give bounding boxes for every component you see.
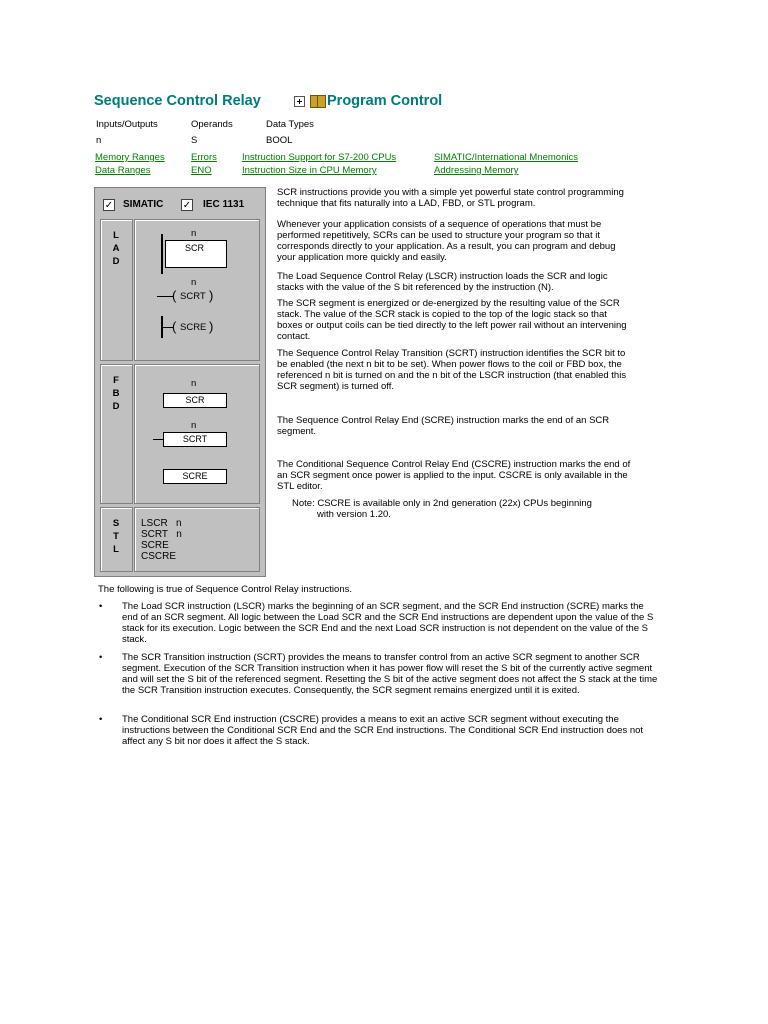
description-paragraph: Whenever your application consists of a sequence of operations that must be performed repetitively, SCRs can be used to structure your program so that it corresponds directly to your application. As a result, you can program and debug your application more quickly and easily.: [277, 219, 616, 263]
fbd-scr-operand: n: [191, 378, 197, 389]
fbd-scrt-wire: [153, 439, 163, 440]
fbd-letter: D: [112, 401, 120, 412]
fbd-letter: B: [112, 388, 120, 399]
fbd-scr-box: SCR: [163, 393, 227, 408]
link-mnemonics[interactable]: SIMATIC/International Mnemonics: [434, 152, 578, 163]
simatic-label: SIMATIC: [123, 199, 164, 210]
book-icon: [310, 95, 326, 108]
description-paragraph: The Sequence Control Relay End (SCRE) instruction marks the end of an SCR segment.: [277, 415, 610, 437]
link-eno[interactable]: ENO: [191, 165, 212, 176]
stl-line: CSCRE: [141, 551, 177, 562]
fbd-letter: F: [113, 375, 119, 386]
coil-right-paren: ): [209, 319, 214, 334]
stl-letter: L: [113, 544, 119, 555]
expand-icon[interactable]: [294, 96, 305, 107]
page-title: Sequence Control Relay: [94, 93, 261, 109]
note-line-2: with version 1.20.: [317, 509, 391, 520]
lad-scrt-wire: [157, 296, 173, 297]
lad-diagram-cell: [134, 219, 260, 361]
stl-code-cell: [134, 507, 260, 572]
column-header-datatypes: Data Types: [266, 119, 314, 130]
stl-label-cell: [100, 507, 133, 572]
cell-datatypes: BOOL: [266, 135, 293, 146]
bullet-text: The Conditional SCR End instruction (CSCRE) provides a means to exit an active SCR segment without executing the instructions between the Conditional SCR End and the SCR End instructions. The Conditional SCR End instruction does not affect any S bit nor does it affect the S stack.: [122, 714, 644, 747]
lad-scrt-operand: n: [191, 277, 197, 288]
column-header-io: Inputs/Outputs: [96, 119, 158, 130]
bullet-dot: •: [99, 601, 103, 612]
lad-scr-operand: n: [191, 228, 197, 239]
stl-line: SCRE: [141, 540, 169, 551]
bullet-text: The SCR Transition instruction (SCRT) provides the means to transfer control from an active SCR segment to another SCR segment. Execution of the SCR Transition instruction when it has power flow will reset the S bit of the currently active segment and will set the S bit of the referenced segment. Resetting the S bit of the active segment does not affect the S stack at the time the SCR Transition instruction executes. Consequently, the SCR segment remains energized until it is exited.: [122, 652, 658, 696]
coil-left-paren: (: [172, 319, 177, 334]
lad-scr-box: SCR: [165, 240, 227, 268]
cell-operands: S: [191, 135, 198, 146]
stl-letter: T: [113, 531, 119, 542]
link-memory-ranges[interactable]: Memory Ranges: [95, 152, 165, 163]
column-header-operands: Operands: [191, 119, 233, 130]
lad-scre-coil: SCRE: [180, 322, 207, 333]
lad-letter: D: [112, 256, 120, 267]
lad-label-cell: [100, 219, 133, 361]
cell-io: n: [96, 135, 102, 146]
note-line-1: Note: CSCRE is available only in 2nd generation (22x) CPUs beginning: [292, 498, 592, 509]
bullet-dot: •: [99, 714, 103, 725]
stl-line: LSCR n: [141, 518, 182, 529]
power-rail: [161, 234, 163, 274]
description-paragraph: The SCR segment is energized or de-energized by the resulting value of the SCR stack. The value of the SCR stack is copied to the top of the logic stack so that boxes or output coils can be tied directly to the left power rail without an intervening contact.: [277, 298, 627, 342]
fbd-scrt-operand: n: [191, 420, 197, 431]
description-paragraph: The Load Sequence Control Relay (LSCR) instruction loads the SCR and logic stacks with the value of the S bit referenced by the instruction (N).: [277, 271, 608, 293]
description-paragraph: SCR instructions provide you with a simple yet powerful state control programming technique that fits naturally into a LAD, FBD, or STL program.: [277, 187, 624, 209]
stl-line: SCRT n: [141, 529, 182, 540]
section-link[interactable]: Program Control: [327, 93, 443, 109]
fbd-label-cell: [100, 364, 133, 504]
bullet-dot: •: [99, 652, 103, 663]
coil-left-paren: (: [172, 288, 177, 303]
coil-right-paren: ): [209, 288, 214, 303]
bullet-text: The Load SCR instruction (LSCR) marks the beginning of an SCR segment, and the SCR End instruction (SCRE) marks the end of an SCR segment. All logic between the Load SCR and the SCR End instructions are dependent upon the value of the S stack for its execution. Logic between the SCR End and the next Load SCR instruction is not dependent on the value of the S stack.: [122, 601, 654, 645]
lad-letter: A: [112, 243, 120, 254]
stl-letter: S: [112, 518, 120, 529]
fbd-scrt-box: SCRT: [163, 432, 227, 447]
link-data-ranges[interactable]: Data Ranges: [95, 165, 151, 176]
description-paragraph: The Conditional Sequence Control Relay End (CSCRE) instruction marks the end of an SCR segment once power is applied to the input. CSCRE is only available in the STL editor.: [277, 459, 631, 492]
iec-label: IEC 1131: [203, 199, 245, 210]
link-errors[interactable]: Errors: [191, 152, 217, 163]
iec-checkbox[interactable]: ✓: [182, 200, 192, 211]
fbd-diagram-cell: [134, 364, 260, 504]
simatic-checkbox[interactable]: ✓: [104, 200, 114, 211]
link-addressing-memory[interactable]: Addressing Memory: [434, 165, 519, 176]
link-instruction-support[interactable]: Instruction Support for S7-200 CPUs: [242, 152, 397, 163]
bullets-intro: The following is true of Sequence Control Relay instructions.: [98, 584, 352, 595]
lad-scrt-coil: SCRT: [180, 291, 206, 302]
fbd-scre-box: SCRE: [163, 469, 227, 484]
instruction-panel: [94, 187, 266, 577]
lad-letter: L: [113, 230, 119, 241]
link-instruction-size[interactable]: Instruction Size in CPU Memory: [242, 165, 377, 176]
description-paragraph: The Sequence Control Relay Transition (SCRT) instruction identifies the SCR bit to be enabled (the next n bit to be set). When power flows to the coil or FBD box, the referenced n bit is turned on and the n bit of the LSCR instruction (that enabled this SCR segment) is turned off.: [277, 348, 627, 392]
